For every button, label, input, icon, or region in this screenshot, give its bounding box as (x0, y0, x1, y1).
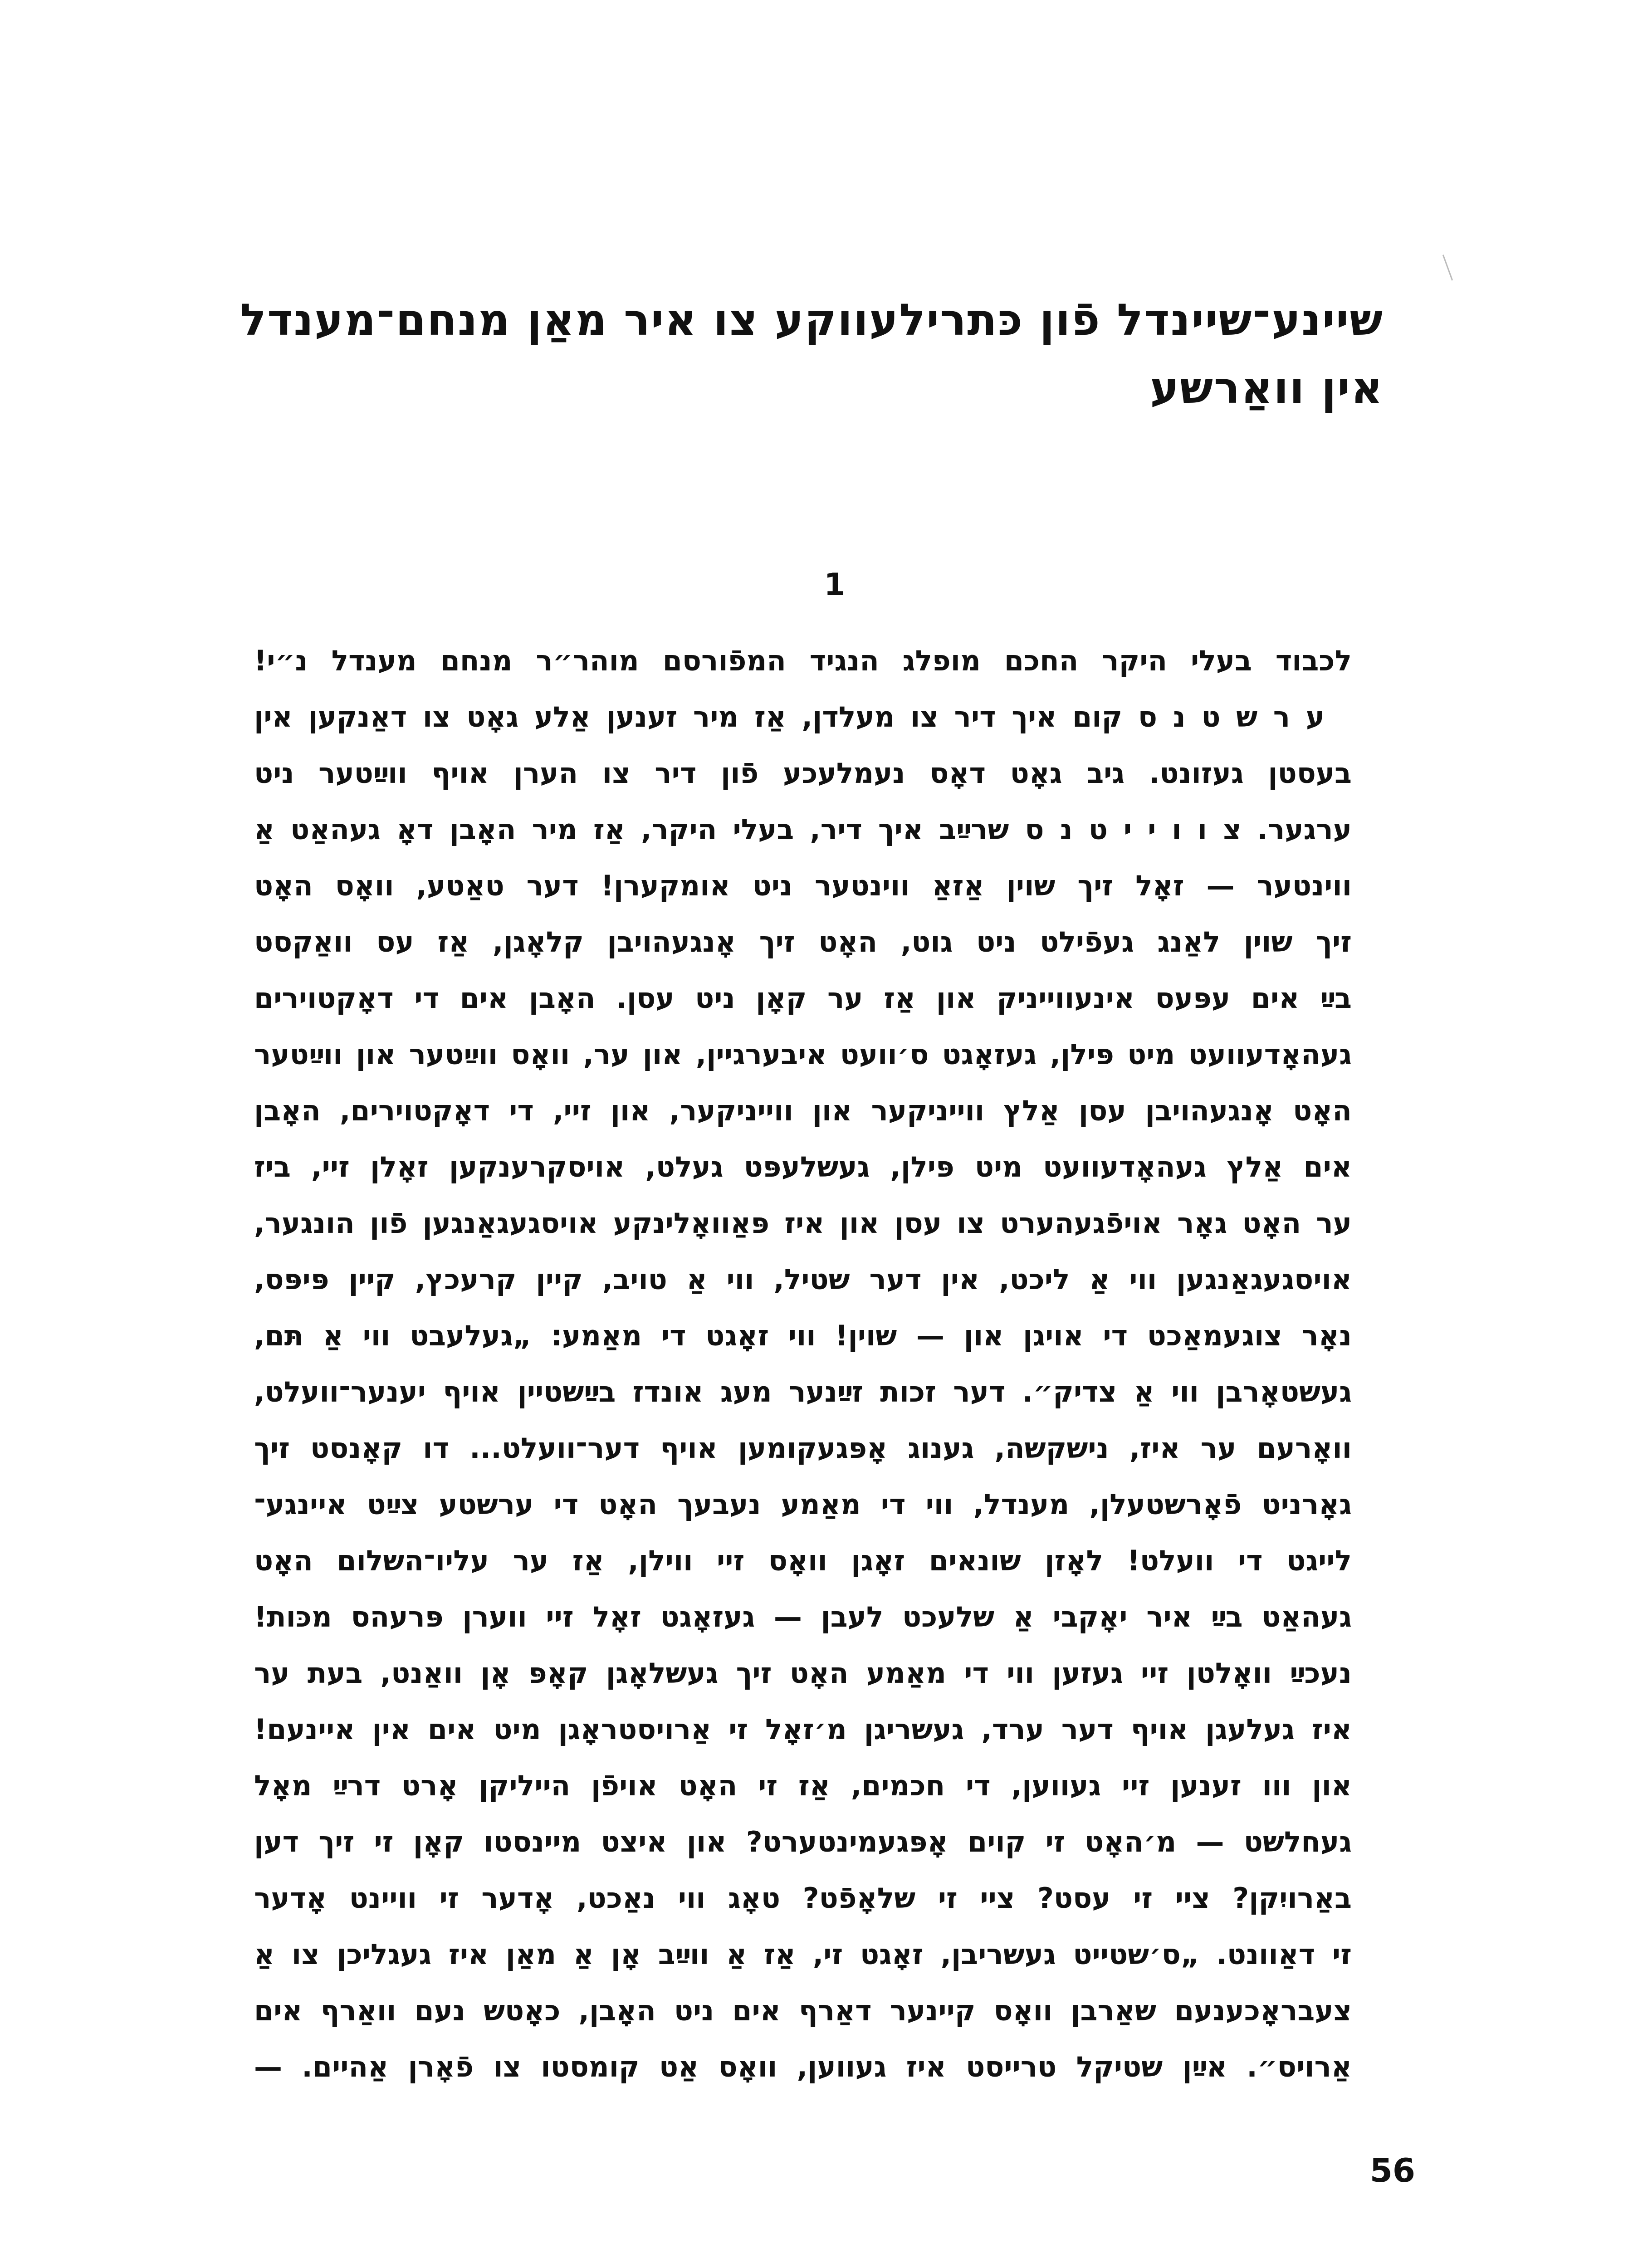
scan-artifact-mark (1442, 254, 1453, 280)
text-line: אים אַלץ געהאָדעוועט מיט פּילן, געשלעפּט געלט, אויסקרענקען זאָלן זיי, ביז (254, 1150, 1352, 1183)
text-line: זיך שוין לאַנג געפֿילט ניט גוט, האָט זיך אָנגעהויבן קלאָגן, אַז עס וואַקסט (254, 925, 1352, 958)
text-line: אַרויס״. אײַן שטיקל טרייסט איז געווען, וואָס אַט קומסטו צו פֿאָרן אַהיים. — (254, 2050, 1352, 2083)
section-number: 1 (824, 567, 846, 603)
text-line: לייגט די וועלט! לאָזן שונאים זאָגן וואָס זיי ווילן, אַז ער עליו־השלום האָט (254, 1544, 1352, 1577)
text-line: וואָרעם ער איז, נישקשה, גענוג אָפּגעקומען אויף דער־וועלט... דו קאָנסט זיך (254, 1432, 1352, 1465)
text-line: אויסגעגאַנגען ווי אַ ליכט, אין דער שטיל, ווי אַ טויב, קיין קרעכץ, קיין פּיפּס, (254, 1263, 1352, 1296)
text-line: נאָר צוגעמאַכט די אויגן און — שוין! ווי זאָגט די מאַמע: „געלעבט ווי אַ תּם, (254, 1319, 1352, 1352)
text-line: ע ר ש ט נ ס קום איך דיר צו מעלדן, אַז מיר זענען אַלע גאָט צו דאַנקען אין (254, 700, 1325, 733)
text-line: און ווו זענען זיי געווען, די חכמים, אַז זי האָט אויפֿן הייליקן אָרט דרײַ מאָל (254, 1769, 1352, 1802)
chapter-title-line-1: שיינע־שיינדל פֿון כּתרילעווקע צו איר מאַן מנחם־מענדל (240, 294, 1384, 345)
chapter-title-line-2: אין וואַרשע (1150, 362, 1384, 413)
chapter-title (240, 286, 1384, 422)
text-line: איז געלעגן אויף דער ערד, געשריגן מ׳זאָל זי אַרויסטראָגן מיט אים אין איינעם! (254, 1713, 1352, 1746)
page-number: 56 (1369, 2151, 1415, 2190)
text-line: באַרויִקן? ציי זי עסט? ציי זי שלאָפֿט? טאָג ווי נאַכט, אָדער זי וויינט אָדער (254, 1882, 1352, 1915)
text-line: לכבוד בעלי היקר החכם מופלג הנגיד המפֿורסם מוהר״ר מנחם מענדל נ״י! (254, 644, 1352, 677)
text-line: בעסטן געזונט. גיב גאָט דאָס נעמלעכע פֿון דיר צו הערן אויף ווײַטער ניט (254, 757, 1352, 790)
text-line: געחלשט — מ׳האָט זי קוים אָפּגעמינטערט? און איצט מיינסטו קאָן זי זיך דען (254, 1825, 1352, 1858)
text-line: געהאַט בײַ איר יאָקבי אַ שלעכט לעבן — געזאָגט זאָל זיי ווערן פּרעהס מכּות! (254, 1600, 1352, 1633)
text-line: בײַ אים עפּעס אינעווייניק און אַז ער קאָן ניט עסן. האָבן אים די דאָקטוירים (254, 982, 1352, 1015)
text-line: האָט אָנגעהויבן עסן אַלץ ווייניקער און ווייניקער, און זיי, די דאָקטוירים, האָבן (254, 1094, 1352, 1127)
text-line: געשטאָרבן ווי אַ צדיק״. דער זכות זײַנער מעג אונדז בײַשטיין אויף יענער־וועלט, (254, 1375, 1352, 1408)
text-line: נעכײַ וואָלטן זיי געזען ווי די מאַמע האָט זיך געשלאָגן קאָפּ אָן וואַנט, בעת ער (254, 1657, 1352, 1690)
text-line: ער האָט גאָר אויפֿגעהערט צו עסן און איז פּאַוואָלינקע אויסגעגאַנגען פֿון הונגער, (254, 1207, 1352, 1240)
text-line: צעבראָכענעם שאַרבן וואָס קיינער דאַרף אים ניט האָבן, כאָטש נעם וואַרף אים (254, 1994, 1352, 2027)
text-line: ווינטער — זאָל זיך שוין אַזאַ ווינטער ניט אומקערן! דער טאַטע, וואָס האָט (254, 869, 1352, 902)
text-line: ערגער. צ ו ו י י ט נ ס שרײַב איך דיר, בעלי היקר, אַז מיר האָבן דאָ געהאַט אַ (254, 813, 1352, 846)
text-line: גאָרניט פֿאָרשטעלן, מענדל, ווי די מאַמע נעבעך האָט די ערשטע צײַט איינגע־ (254, 1488, 1352, 1521)
letter-body (254, 633, 1352, 2095)
text-line: געהאָדעוועט מיט פּילן, געזאָגט ס׳וועט איבערגיין, און ער, וואָס ווײַטער און ווײַטער (254, 1038, 1352, 1071)
text-line: זי דאַוונט. „ס׳שטייט געשריבן, זאָגט זי, אַז אַ ווײַב אָן אַ מאַן איז געגליכן צו אַ (254, 1938, 1352, 1971)
